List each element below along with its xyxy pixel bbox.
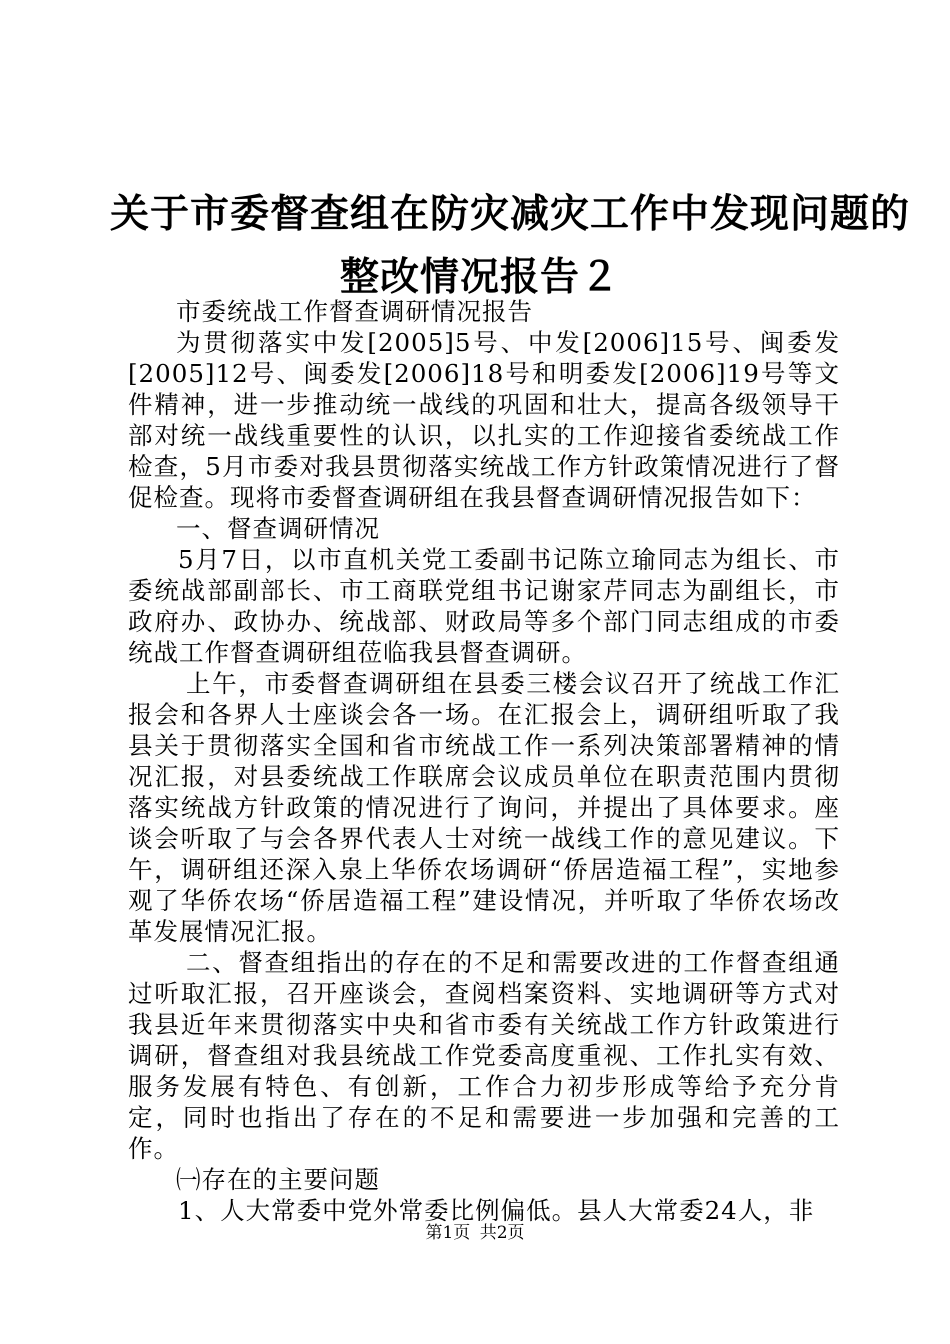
document-title-line2: 整改情况报告２ [339,254,620,300]
page-number: 第1页 [425,1223,471,1243]
paragraph-team: 5月7日，以市直机关党工委副书记陈立瑜同志为组长、市委统战部副部长、市工商联党组书记谢家芹同志为副组长，市政府办、政协办、统战部、财政局等多个部门同志组成的市委统战工作督查调研组莅临我县督查调研。 [128,545,840,667]
paragraph-subtitle: 市委统战工作督查调研情况报告 [176,297,533,326]
paragraph-item-1: 1、人大常委中党外常委比例偏低。县人大常委24人，非 [178,1196,815,1225]
paragraph-morning: 上午，市委督查调研组在县委三楼会议召开了统战工作汇报会和各界人士座谈会各一场。在汇报会上，调研组听取了我县关于贯彻落实全国和省市统战工作一系列决策部署精神的情况汇报，对县委统战工作联席会议成员单位在职责范围内贯彻落实统战方针政策的情况进行了询问，并提出了具体要求。座谈会听取了与会各界代表人士对统一战线工作的意见建议。下午，调研组还深入泉上华侨农场调研“侨居造福工程”，实地参观了华侨农场“侨居造福工程”建设情况，并听取了华侨农场改革发展情况汇报。 [128,669,840,946]
section-heading-1: 一、督查调研情况 [176,514,380,543]
page-total: 共2页 [479,1223,525,1243]
document-title-line1: 关于市委督查组在防灾减灾工作中发现问题的 [110,191,911,237]
paragraph-section-2: 二、督查组指出的存在的不足和需要改进的工作督查组通过听取汇报，召开座谈会，查阅档案资料、实地调研等方式对我县近年来贯彻落实中央和省市委有关统战工作方针政策进行调研，督查组对我县统战工作党委高度重视、工作扎实有效、服务发展有特色、有创新，工作合力初步形成等给予充分肯定，同时也指出了存在的不足和需要进一步加强和完善的工作。 [128,948,840,1163]
page-footer [0,1218,950,1243]
document-body [128,296,840,1226]
subsection-heading-1: ㈠存在的主要问题 [176,1165,380,1194]
paragraph-intro: 为贯彻落实中发[2005]5号、中发[2006]15号、闽委发[2005]12号、闽委发[2006]18号和明委发[2006]19号等文件精神，进一步推动统一战线的巩固和壮大，提高各级领导干部对统一战线重要性的认识，以扎实的工作迎接省委统战工作检查，5月市委对我县贯彻落实统战工作方针政策情况进行了督促检查。现将市委督查调研组在我县督查调研情况报告如下： [128,328,840,512]
